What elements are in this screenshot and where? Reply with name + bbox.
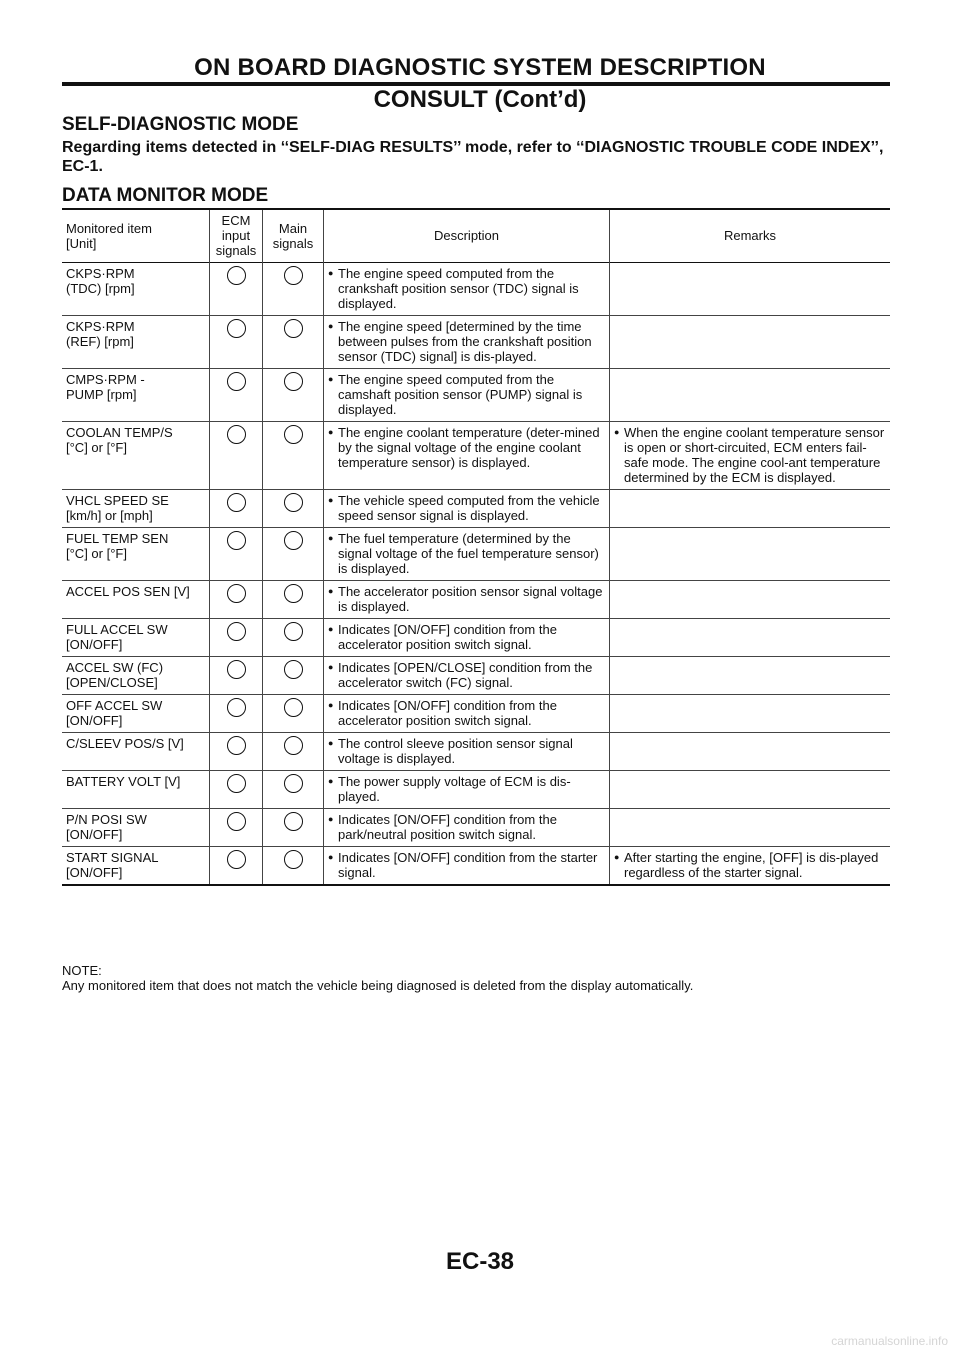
circle-mark-icon — [284, 622, 303, 641]
col-header-main-label: Main signals — [272, 220, 314, 251]
bullet-icon: ● — [328, 495, 334, 505]
main-signal-cell — [263, 657, 324, 695]
description-text: The engine speed [determined by the time between pulses from the crankshaft position sensor (TDC) signal] is dis-played. — [338, 319, 592, 364]
col-header-remarks: Remarks — [610, 209, 891, 263]
monitored-item: BATTERY VOLT [V] — [62, 771, 210, 809]
col-header-description: Description — [324, 209, 610, 263]
monitored-item: CKPS·RPM (TDC) [rpm] — [62, 263, 210, 316]
description-text: Indicates [ON/OFF] condition from the park/neutral position switch signal. — [338, 812, 557, 842]
table-row — [62, 490, 890, 528]
remarks — [610, 695, 891, 733]
circle-mark-icon — [227, 698, 246, 717]
bullet-icon: ● — [328, 321, 334, 331]
col-header-ecm — [210, 209, 263, 263]
bullet-icon: ● — [328, 624, 334, 634]
description — [324, 619, 610, 657]
remarks — [610, 733, 891, 771]
main-signal-cell — [263, 809, 324, 847]
ecm-input-signal-cell — [210, 316, 263, 369]
table-row — [62, 695, 890, 733]
circle-mark-icon — [227, 425, 246, 444]
self-diagnostic-heading: SELF-DIAGNOSTIC MODE — [62, 114, 299, 135]
watermark: carmanualsonline.info — [831, 1334, 948, 1348]
bullet-icon: ● — [328, 533, 334, 543]
main-signal-cell — [263, 771, 324, 809]
remarks — [610, 847, 891, 886]
circle-mark-icon — [227, 584, 246, 603]
description-text: The accelerator position sensor signal voltage is displayed. — [338, 584, 603, 614]
circle-mark-icon — [227, 531, 246, 550]
circle-mark-icon — [284, 812, 303, 831]
description-text: Indicates [ON/OFF] condition from the accelerator position switch signal. — [338, 698, 557, 728]
note-text: Any monitored item that does not match the vehicle being diagnosed is deleted from the display automatically. — [62, 978, 694, 993]
bullet-icon: ● — [328, 776, 334, 786]
table-row — [62, 369, 890, 422]
description — [324, 490, 610, 528]
monitored-item: FUEL TEMP SEN [°C] or [°F] — [62, 528, 210, 581]
description-text: The engine speed computed from the crankshaft position sensor (TDC) signal is displayed. — [338, 266, 579, 311]
ecm-input-signal-cell — [210, 847, 263, 886]
description — [324, 422, 610, 490]
bullet-icon: ● — [614, 427, 620, 437]
monitored-item: START SIGNAL [ON/OFF] — [62, 847, 210, 886]
monitored-item: CKPS·RPM (REF) [rpm] — [62, 316, 210, 369]
bullet-icon: ● — [328, 374, 334, 384]
ecm-input-signal-cell — [210, 657, 263, 695]
remarks — [610, 490, 891, 528]
main-signal-cell — [263, 581, 324, 619]
circle-mark-icon — [284, 266, 303, 285]
circle-mark-icon — [227, 622, 246, 641]
bullet-icon: ● — [328, 662, 334, 672]
circle-mark-icon — [284, 698, 303, 717]
ecm-input-signal-cell — [210, 581, 263, 619]
description — [324, 581, 610, 619]
table-row — [62, 263, 890, 316]
description — [324, 263, 610, 316]
bullet-icon: ● — [328, 738, 334, 748]
circle-mark-icon — [284, 584, 303, 603]
description — [324, 657, 610, 695]
col-header-item — [62, 209, 210, 263]
description-text: The vehicle speed computed from the vehicle speed sensor signal is displayed. — [338, 493, 600, 523]
circle-mark-icon — [284, 319, 303, 338]
note-label: NOTE: — [62, 963, 102, 978]
page-header-subtitle: CONSULT (Cont’d) — [373, 86, 587, 113]
circle-mark-icon — [227, 266, 246, 285]
circle-mark-icon — [227, 660, 246, 679]
self-diagnostic-text: Regarding items detected in ‘‘SELF-DIAG RESULTS’’ mode, refer to ‘‘DIAGNOSTIC TROUBLE CODE INDEX’’, EC-1. — [62, 139, 884, 175]
circle-mark-icon — [284, 493, 303, 512]
description — [324, 528, 610, 581]
bullet-icon: ● — [328, 814, 334, 824]
table-row — [62, 581, 890, 619]
description-text: The power supply voltage of ECM is dis-played. — [338, 774, 571, 804]
circle-mark-icon — [227, 850, 246, 869]
table-row — [62, 847, 890, 886]
table-row — [62, 657, 890, 695]
col-header-main — [263, 209, 324, 263]
table-row — [62, 422, 890, 490]
remarks — [610, 316, 891, 369]
table-row — [62, 619, 890, 657]
remarks — [610, 422, 891, 490]
page-header-title: ON BOARD DIAGNOSTIC SYSTEM DESCRIPTION — [194, 54, 766, 81]
main-signal-cell — [263, 847, 324, 886]
circle-mark-icon — [227, 774, 246, 793]
data-monitor-heading: DATA MONITOR MODE — [62, 185, 269, 206]
description-text: Indicates [ON/OFF] condition from the starter signal. — [338, 850, 598, 880]
ecm-input-signal-cell — [210, 263, 263, 316]
remarks-text: After starting the engine, [OFF] is dis-played regardless of the starter signal. — [624, 850, 879, 880]
monitored-item: ACCEL SW (FC) [OPEN/CLOSE] — [62, 657, 210, 695]
remarks-text: When the engine coolant temperature sensor is open or short-circuited, ECM enters fail-safe mode. The engine cool-ant temperature determined by the ECM is displayed. — [624, 425, 885, 485]
main-signal-cell — [263, 369, 324, 422]
remarks — [610, 809, 891, 847]
circle-mark-icon — [284, 736, 303, 755]
main-signal-cell — [263, 528, 324, 581]
main-signal-cell — [263, 316, 324, 369]
remarks — [610, 771, 891, 809]
monitored-item: ACCEL POS SEN [V] — [62, 581, 210, 619]
monitored-item: VHCL SPEED SE [km/h] or [mph] — [62, 490, 210, 528]
monitored-item: CMPS·RPM - PUMP [rpm] — [62, 369, 210, 422]
ecm-input-signal-cell — [210, 490, 263, 528]
remarks — [610, 528, 891, 581]
circle-mark-icon — [227, 493, 246, 512]
circle-mark-icon — [227, 812, 246, 831]
main-signal-cell — [263, 695, 324, 733]
ecm-input-signal-cell — [210, 369, 263, 422]
description — [324, 316, 610, 369]
description — [324, 695, 610, 733]
note — [62, 963, 892, 993]
table-row — [62, 809, 890, 847]
table-row — [62, 733, 890, 771]
description — [324, 733, 610, 771]
main-signal-cell — [263, 490, 324, 528]
circle-mark-icon — [227, 736, 246, 755]
data-monitor-table — [62, 208, 890, 886]
monitored-item: P/N POSI SW [ON/OFF] — [62, 809, 210, 847]
main-signal-cell — [263, 422, 324, 490]
description-text: The control sleeve position sensor signal voltage is displayed. — [338, 736, 573, 766]
circle-mark-icon — [227, 319, 246, 338]
ecm-input-signal-cell — [210, 771, 263, 809]
circle-mark-icon — [284, 531, 303, 550]
remarks — [610, 263, 891, 316]
description — [324, 809, 610, 847]
table-row — [62, 528, 890, 581]
table-row — [62, 316, 890, 369]
remarks — [610, 369, 891, 422]
description-text: Indicates [ON/OFF] condition from the accelerator position switch signal. — [338, 622, 557, 652]
ecm-input-signal-cell — [210, 422, 263, 490]
ecm-input-signal-cell — [210, 619, 263, 657]
circle-mark-icon — [227, 372, 246, 391]
circle-mark-icon — [284, 425, 303, 444]
ecm-input-signal-cell — [210, 733, 263, 771]
table-row — [62, 771, 890, 809]
col-header-item-label: Monitored item [Unit] — [66, 220, 152, 251]
description-text: The engine speed computed from the camshaft position sensor (PUMP) signal is displayed. — [338, 372, 583, 417]
table-header-row — [62, 209, 890, 263]
main-signal-cell — [263, 733, 324, 771]
description-text: The fuel temperature (determined by the signal voltage of the fuel temperature sensor) is displayed. — [338, 531, 599, 576]
ecm-input-signal-cell — [210, 809, 263, 847]
ecm-input-signal-cell — [210, 528, 263, 581]
ecm-input-signal-cell — [210, 695, 263, 733]
remarks — [610, 581, 891, 619]
col-header-ecm-label: ECM input signals — [215, 213, 257, 258]
circle-mark-icon — [284, 774, 303, 793]
monitored-item: FULL ACCEL SW [ON/OFF] — [62, 619, 210, 657]
main-signal-cell — [263, 619, 324, 657]
bullet-icon: ● — [328, 700, 334, 710]
bullet-icon: ● — [614, 852, 620, 862]
page-number: EC-38 — [445, 1248, 515, 1275]
circle-mark-icon — [284, 850, 303, 869]
remarks — [610, 657, 891, 695]
description-text: The engine coolant temperature (deter-mined by the signal voltage of the engine coolant temperature sensor) is displayed. — [338, 425, 600, 470]
description — [324, 771, 610, 809]
main-signal-cell — [263, 263, 324, 316]
description — [324, 369, 610, 422]
bullet-icon: ● — [328, 852, 334, 862]
circle-mark-icon — [284, 372, 303, 391]
table-body — [62, 263, 890, 886]
circle-mark-icon — [284, 660, 303, 679]
monitored-item: OFF ACCEL SW [ON/OFF] — [62, 695, 210, 733]
bullet-icon: ● — [328, 586, 334, 596]
bullet-icon: ● — [328, 268, 334, 278]
monitored-item: COOLAN TEMP/S [°C] or [°F] — [62, 422, 210, 490]
monitored-item: C/SLEEV POS/S [V] — [62, 733, 210, 771]
description-text: Indicates [OPEN/CLOSE] condition from the accelerator switch (FC) signal. — [338, 660, 593, 690]
bullet-icon: ● — [328, 427, 334, 437]
description — [324, 847, 610, 886]
remarks — [610, 619, 891, 657]
